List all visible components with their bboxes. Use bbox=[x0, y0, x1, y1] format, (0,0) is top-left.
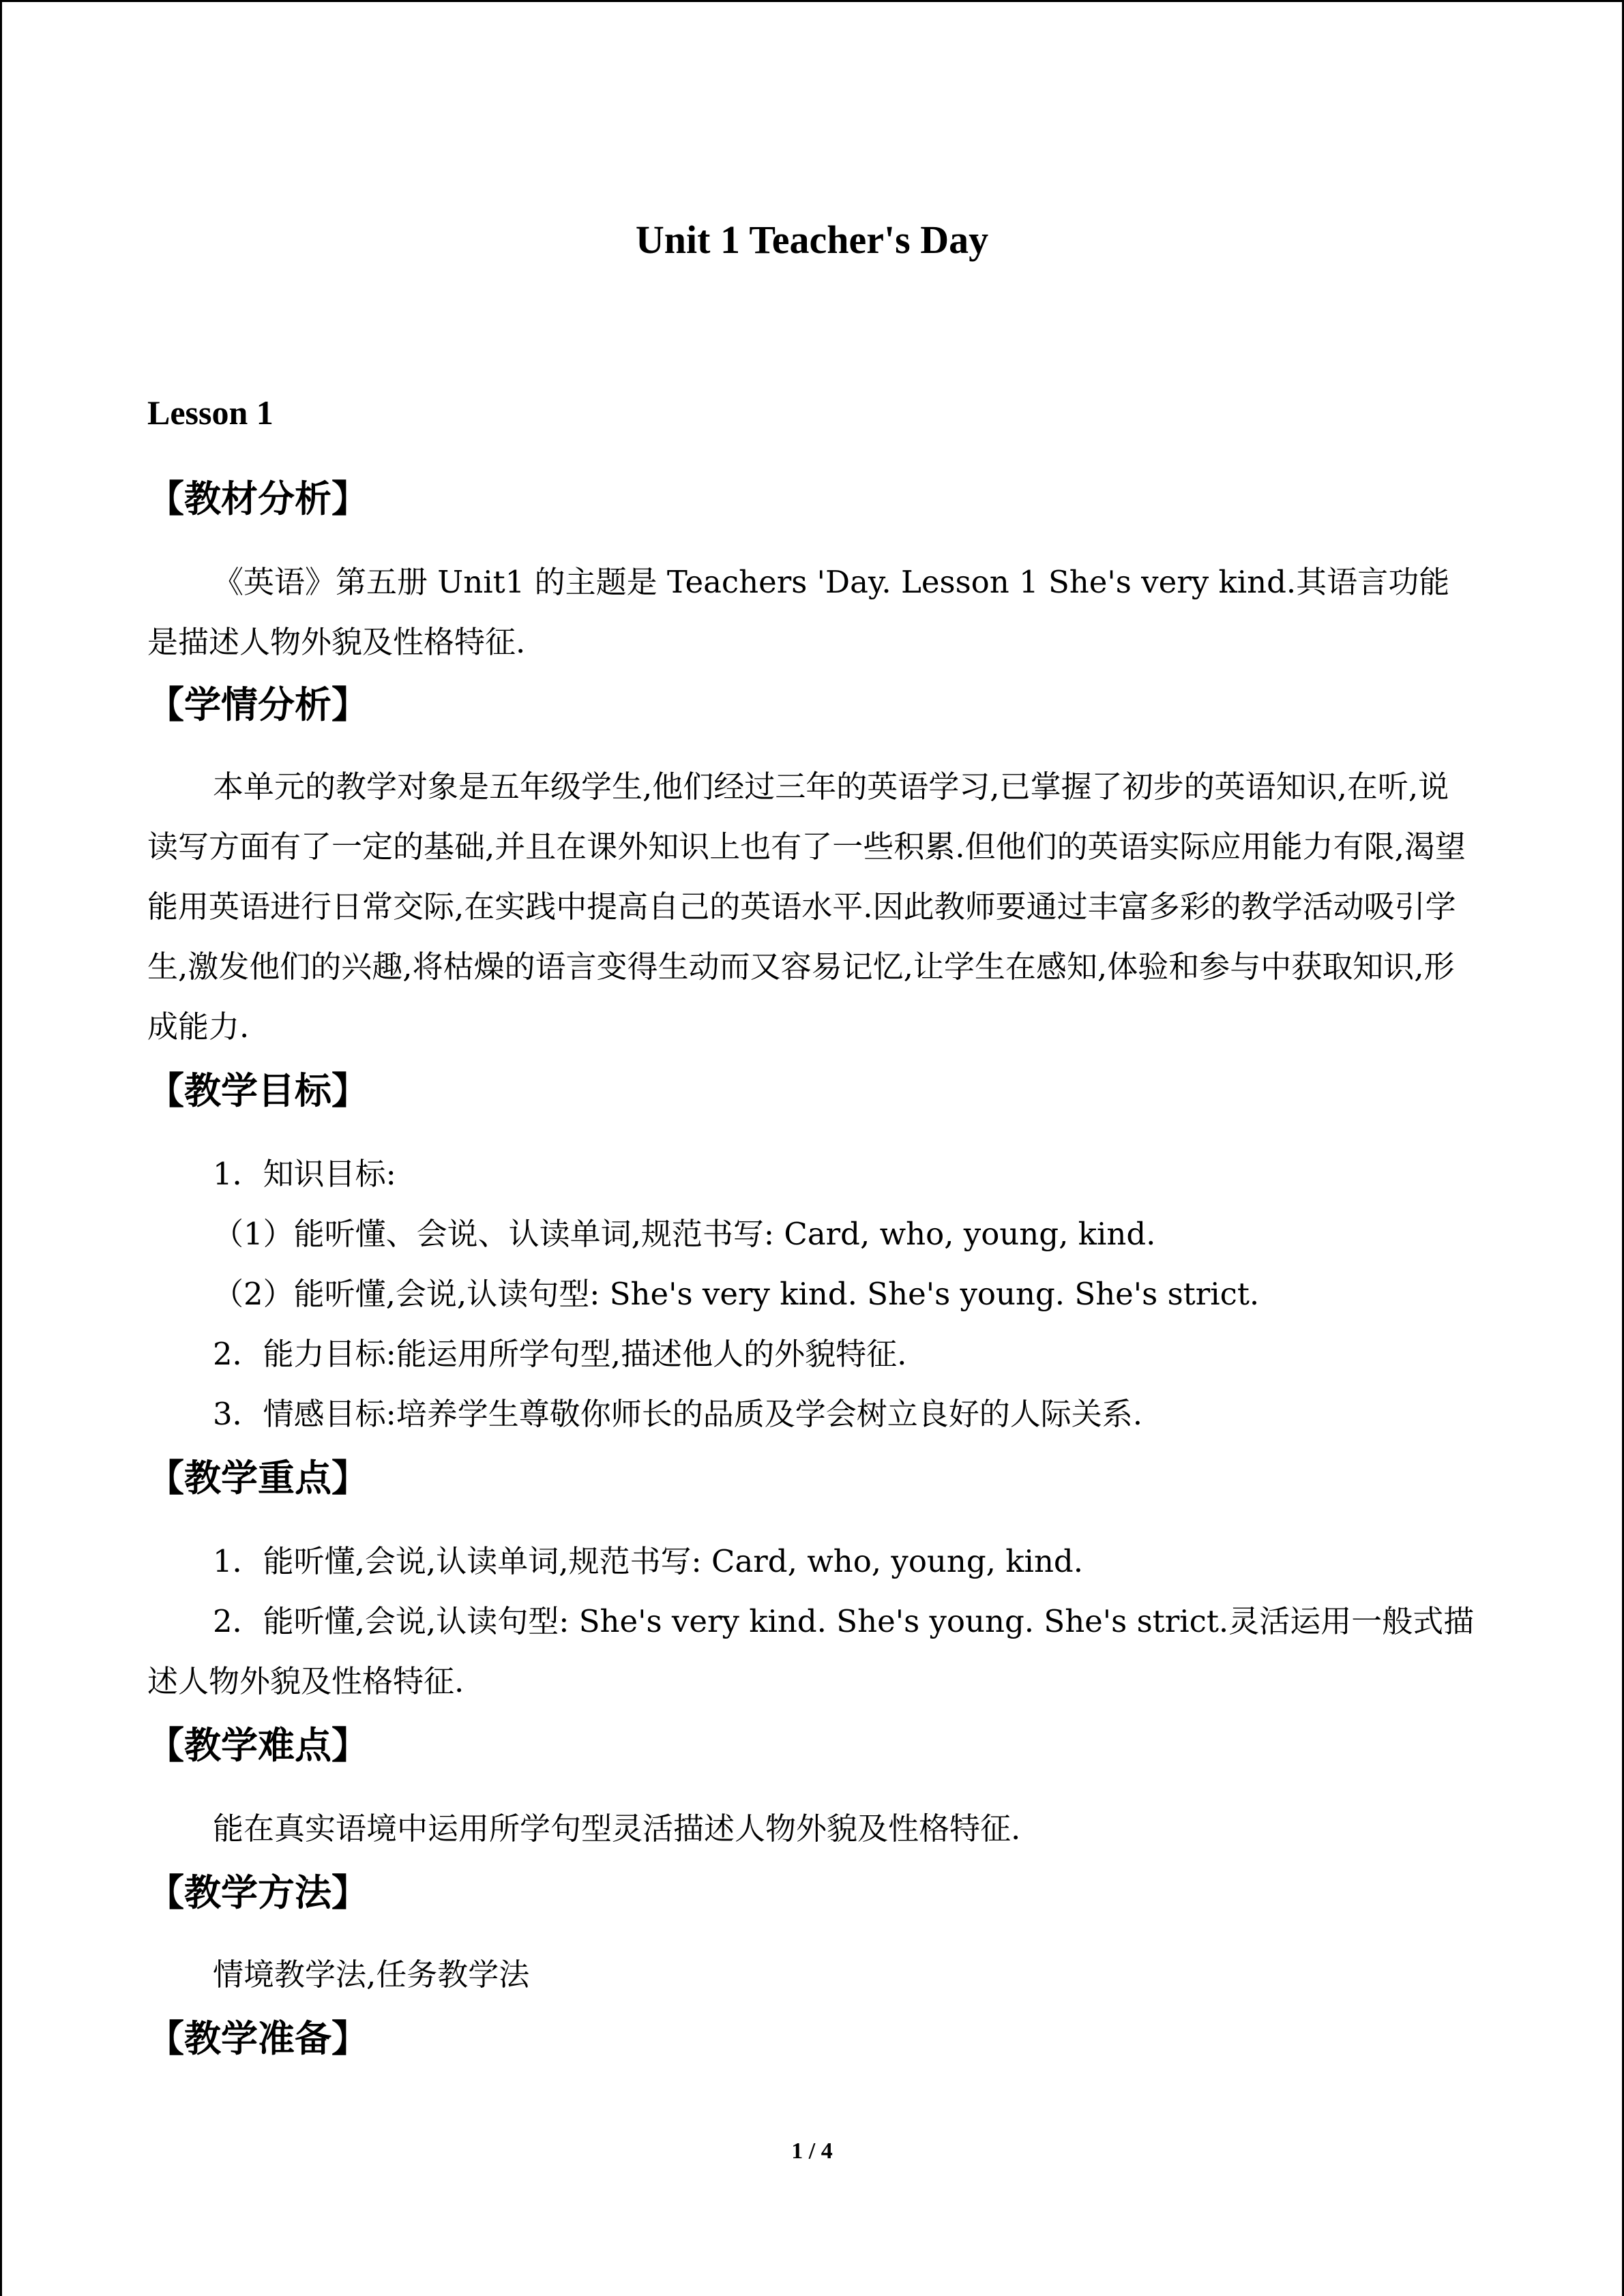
material-analysis-text: 《英语》第五册 Unit1 的主题是 Teachers 'Day. Lesson 1 She's very kind.其语言功能是描述人物外貌及性格特征. bbox=[147, 564, 1450, 660]
objective-item: （1）能听懂、会说、认读单词,规范书写: Card, who, young, kind. bbox=[213, 1216, 1156, 1252]
objective-item: 3．情感目标:培养学生尊敬你师长的品质及学会树立良好的人际关系. bbox=[213, 1396, 1143, 1432]
methods-paragraph bbox=[147, 1945, 1477, 2005]
student-analysis-text: 本单元的教学对象是五年级学生,他们经过三年的英语学习,已掌握了初步的英语知识,在听,说读写方面有了一定的基础,并且在课外知识上也有了一些积累.但他们的英语实际应用能力有限,渴望能用英语进行日常交际,在实践中提高自己的英语水平.因此教师要通过丰富多彩的教学活动吸引学生,激发他们的兴趣,将枯燥的语言变得生动而又容易记忆,让学生在感知,体验和参与中获取知识,形成能力. bbox=[147, 769, 1466, 1045]
section-heading-objectives: 【教学目标】 bbox=[147, 1069, 368, 1112]
section-heading-methods: 【教学方法】 bbox=[147, 1871, 368, 1914]
key-point-item: 1．能听懂,会说,认读单词,规范书写: Card, who, young, kind. bbox=[213, 1543, 1084, 1579]
page-border-top bbox=[0, 0, 1624, 2]
lesson-heading: Lesson 1 bbox=[147, 393, 274, 432]
section-heading-difficulties: 【教学难点】 bbox=[147, 1724, 368, 1767]
objective-item: 1．知识目标: bbox=[213, 1156, 396, 1192]
methods-text: 情境教学法,任务教学法 bbox=[213, 1956, 530, 1993]
section-heading-student-analysis: 【学情分析】 bbox=[147, 683, 368, 726]
section-heading-preparation: 【教学准备】 bbox=[147, 2017, 368, 2060]
key-point-item bbox=[147, 1592, 1477, 1712]
section-heading-key-points: 【教学重点】 bbox=[147, 1457, 368, 1500]
page-border-left bbox=[0, 0, 2, 2296]
key-point-text: 2．能听懂,会说,认读句型: She's very kind. She's young. She's strict.灵活运用一般式描述人物外貌及性格特征. bbox=[147, 1603, 1475, 1699]
difficulties-text: 能在真实语境中运用所学句型灵活描述人物外貌及性格特征. bbox=[213, 1810, 1021, 1847]
section-heading-material-analysis: 【教材分析】 bbox=[147, 477, 368, 520]
page-number: 1 / 4 bbox=[791, 2138, 833, 2164]
student-analysis-paragraph bbox=[147, 757, 1477, 1057]
material-analysis-paragraph bbox=[147, 552, 1477, 672]
document-title: Unit 1 Teacher's Day bbox=[635, 218, 989, 262]
difficulties-paragraph bbox=[147, 1799, 1477, 1859]
objective-item: （2）能听懂,会说,认读句型: She's very kind. She's young. She's strict. bbox=[213, 1276, 1260, 1312]
objective-item: 2．能力目标:能运用所学句型,描述他人的外貌特征. bbox=[213, 1336, 907, 1372]
